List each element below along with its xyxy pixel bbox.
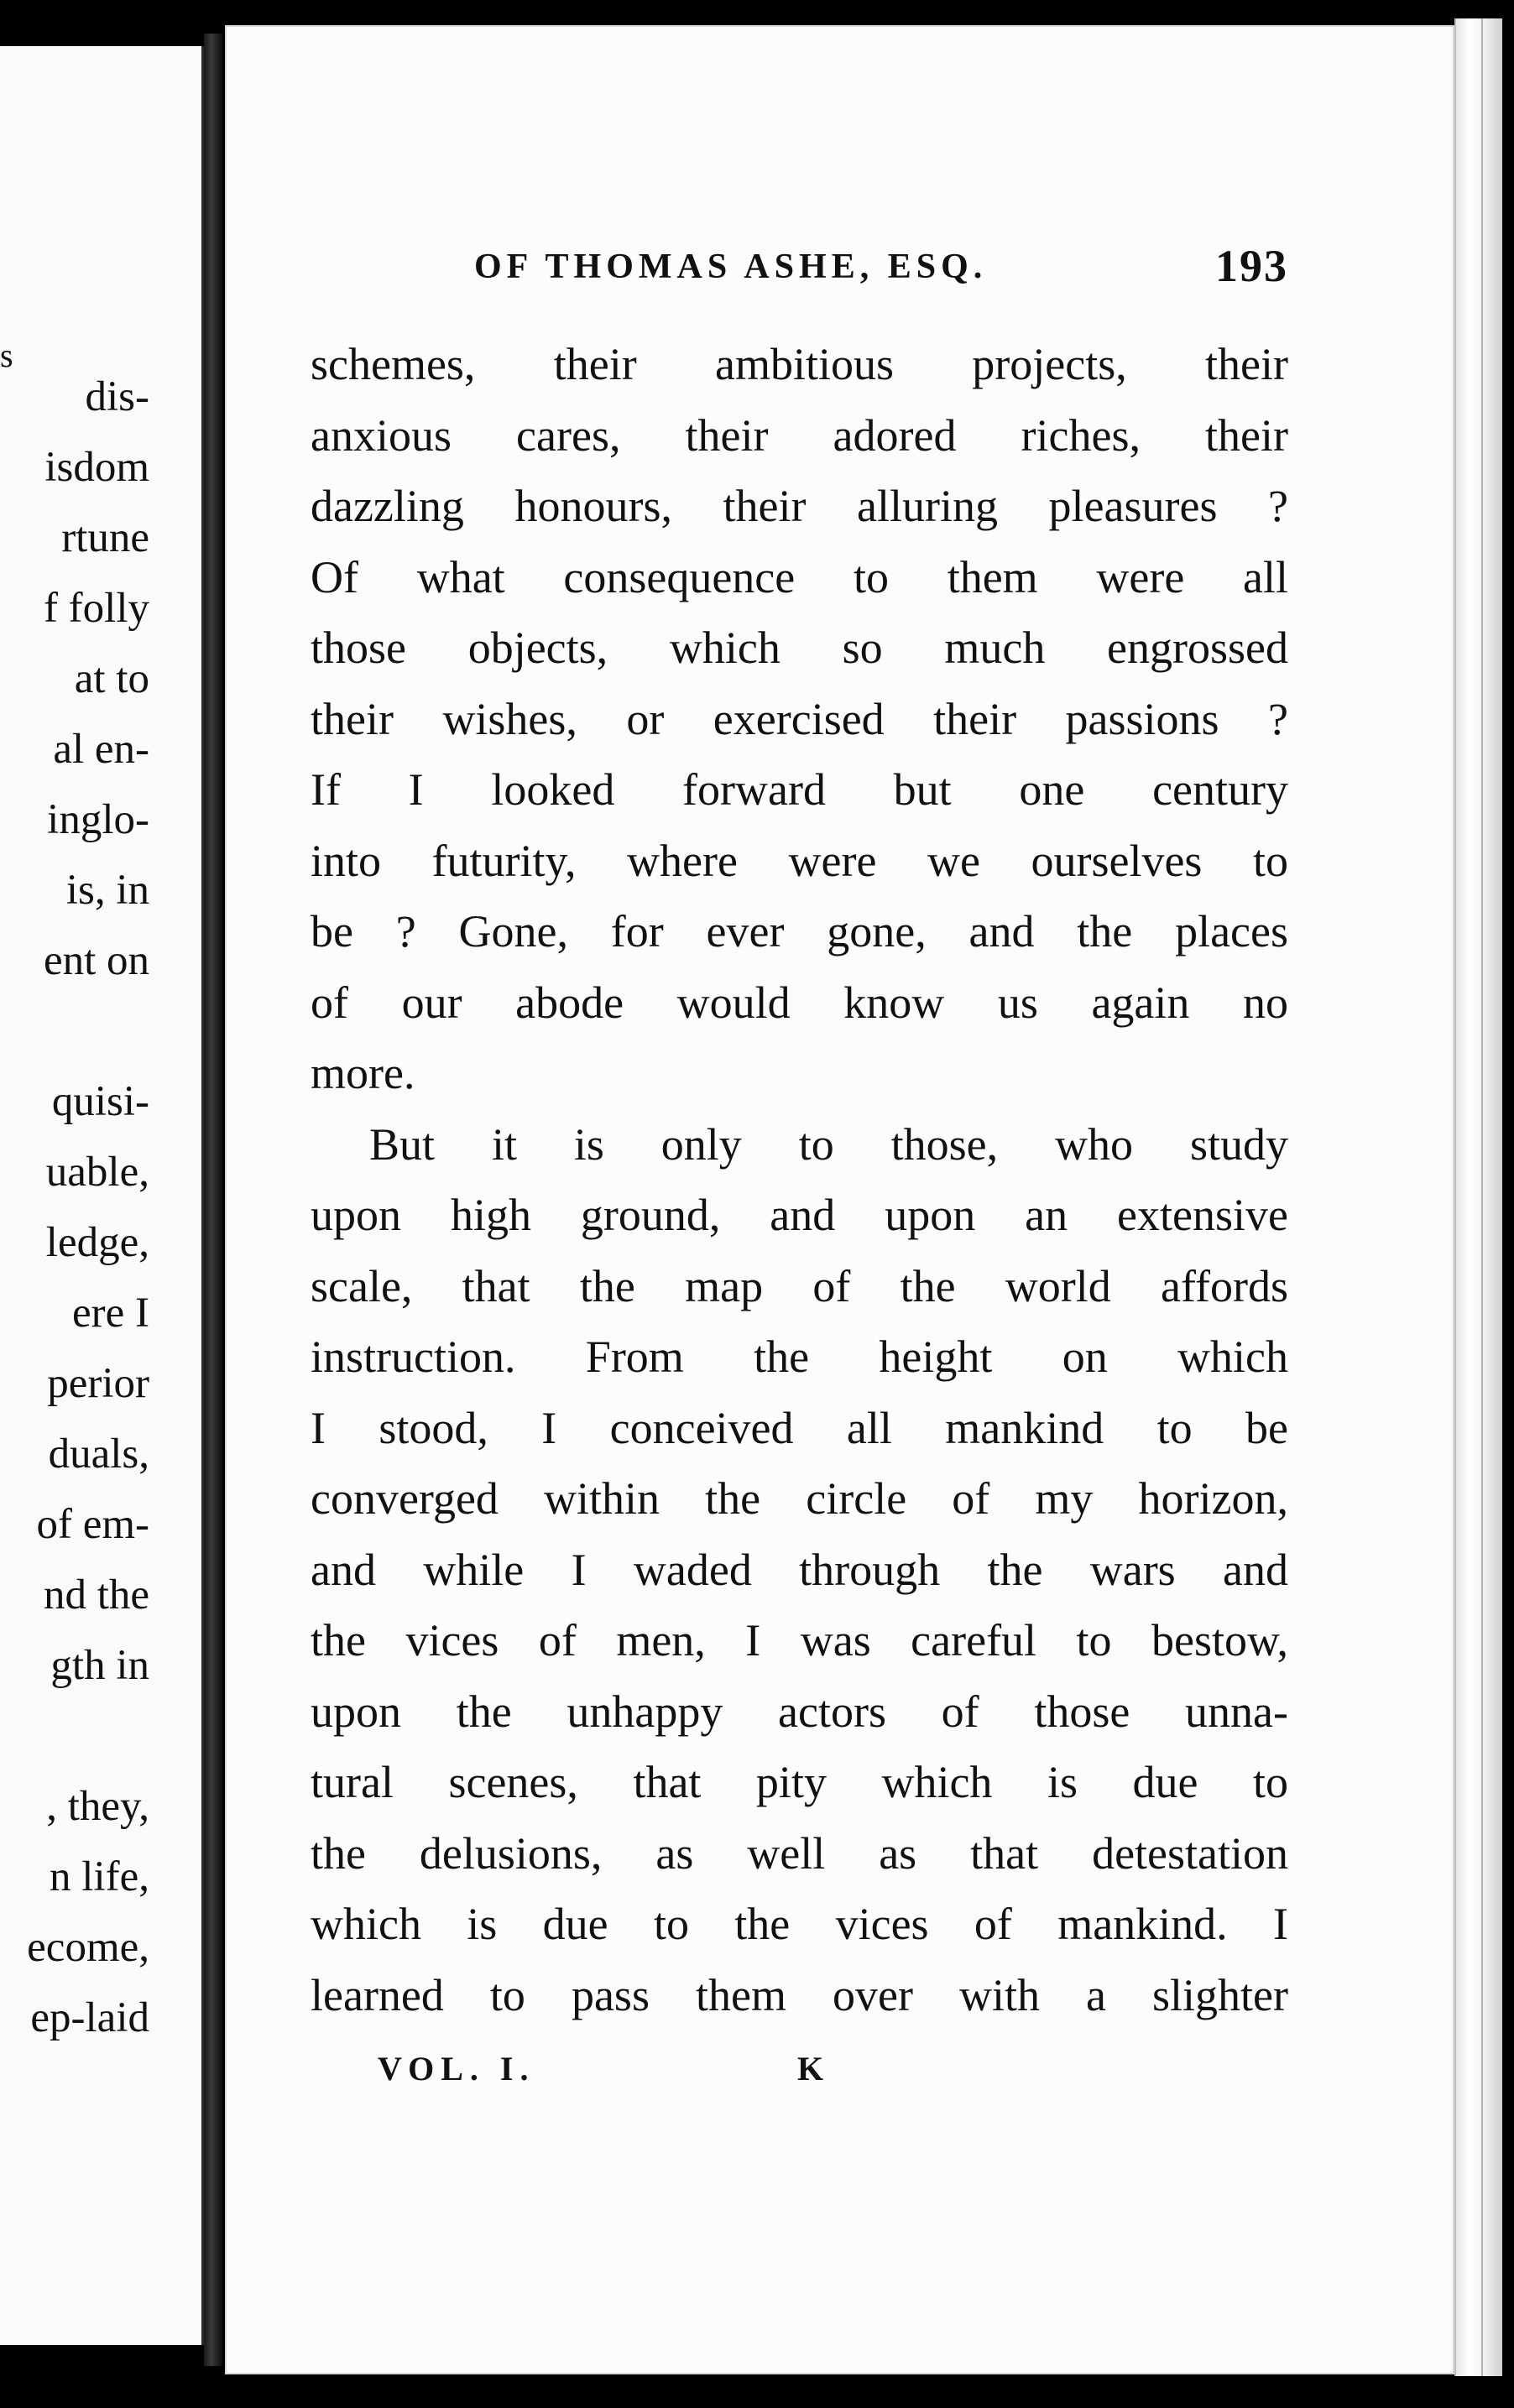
running-head [474,243,1288,302]
left-line: n life, [50,1853,149,1900]
text-line: dazzling honours, their alluring pleasures ? [311,481,1288,531]
left-line: of em- [36,1501,149,1548]
left-page-text [27,362,149,2053]
left-line: ecome, [27,1924,149,1971]
left-line: gth in [50,1642,149,1689]
page-footer [378,2049,881,2088]
text-line: be ? Gone, for ever gone, and the places [311,906,1288,956]
left-line: inglo- [47,796,149,843]
text-line: the delusions, as well as that detestation [311,1827,1288,1879]
left-line: duals, [48,1431,149,1478]
text-line: of our abode would know us again no [311,977,1288,1028]
text-line: more. [311,1048,415,1098]
left-line: perior [47,1360,149,1407]
text-line: schemes, their ambitious projects, their [311,339,1288,389]
left-line: f folly [43,585,149,632]
left-line: isdom [44,444,149,491]
left-line-gap [27,1701,149,1771]
left-line: ep-laid [30,1994,149,2041]
text-line: scale, that the map of the world affords [311,1260,1288,1311]
text-line: the vices of men, I was careful to bestow, [311,1615,1288,1665]
text-line: and while I waded through the wars and [311,1544,1288,1595]
page-edge [1454,18,1502,2376]
left-line: ere I [72,1290,149,1337]
left-line: at to [74,655,149,702]
body-text [311,329,1288,2030]
left-facing-page [0,46,204,2345]
text-line: upon high ground, and upon an extensive [311,1190,1288,1240]
text-line: upon the unhappy actors of those unna- [311,1686,1288,1737]
text-line: their wishes, or exercised their passions ? [311,693,1288,744]
text-line: instruction. From the height on which [311,1332,1288,1382]
signature-mark: K [797,2050,831,2087]
volume-label: VOL. I. [378,2050,535,2087]
text-line: anxious cares, their adored riches, their [311,409,1288,461]
text-line: converged within the circle of my horizon, [311,1473,1288,1524]
text-line: tural scenes, that pity which is due to [311,1757,1288,1807]
left-line: nd the [43,1571,149,1618]
left-line: ledge, [45,1219,149,1266]
text-line: learned to pass them over with a slighter [311,1969,1288,2020]
left-line: uable, [45,1149,149,1196]
text-line: into futurity, where were we ourselves to [311,835,1288,886]
left-line: , they, [46,1783,149,1830]
left-line: dis- [85,373,149,420]
running-title: OF THOMAS ASHE, ESQ. [474,248,988,286]
left-line: quisi- [51,1078,149,1125]
paragraph-start-line: But it is only to those, who study [369,1118,1288,1170]
left-line: is, in [65,867,149,914]
left-page-mark: s [0,336,13,374]
left-line-gap [27,996,149,1066]
left-line: al en- [53,726,149,773]
text-line: those objects, which so much engrossed [311,623,1288,673]
text-line: I stood, I conceived all mankind to be [311,1402,1288,1453]
text-line: which is due to the vices of mankind. I [311,1899,1288,1949]
text-line: If I looked forward but one century [311,764,1288,815]
left-line: ent on [43,937,149,984]
book-gutter [204,34,222,2366]
left-line: rtune [61,514,149,561]
text-line: Of what consequence to them were all [311,551,1288,602]
page-number: 193 [1215,241,1288,291]
